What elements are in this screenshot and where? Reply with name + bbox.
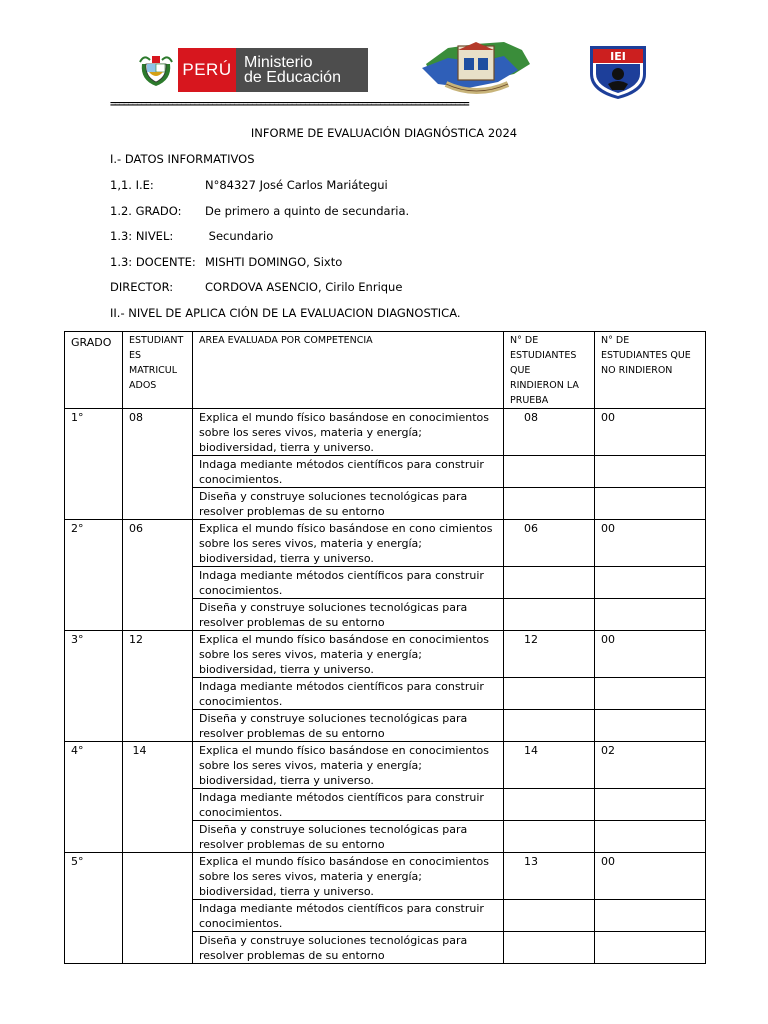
- matriculados-cell: 06: [123, 520, 193, 631]
- competencia-cell: Diseña y construye soluciones tecnológicas para resolver problemas de su entorno: [193, 932, 504, 964]
- ugel-emblem-icon: [418, 40, 534, 100]
- grado-cell: 3°: [65, 631, 123, 742]
- rindieron-cell-empty: [504, 710, 595, 742]
- competencia-cell: Explica el mundo físico basándose en cono cimientos sobre los seres vivos, materia y energía; biodiversidad, tierra y universo.: [193, 520, 504, 567]
- competencia-cell: Diseña y construye soluciones tecnológicas para resolver problemas de su entorno: [193, 599, 504, 631]
- competencia-cell: Diseña y construye soluciones tecnológicas para resolver problemas de su entorno: [193, 821, 504, 853]
- field-grado-label: 1.2. GRADO:: [110, 204, 182, 218]
- field-ie-label: 1,1. I.E:: [110, 178, 154, 192]
- section-2-heading: II.- NIVEL DE APLICA CIÓN DE LA EVALUACION DIAGNOSTICA.: [110, 306, 461, 320]
- table-row: [65, 631, 706, 678]
- ministry-line-2: de Educación: [244, 69, 341, 86]
- rindieron-cell: 13: [504, 853, 595, 900]
- matriculados-cell: 12: [123, 631, 193, 742]
- field-ie-value: N°84327 José Carlos Mariátegui: [205, 178, 388, 192]
- rindieron-cell-empty: [504, 789, 595, 821]
- grado-cell: 4°: [65, 742, 123, 853]
- competencia-cell: Indaga mediante métodos científicos para construir conocimientos.: [193, 678, 504, 710]
- competencia-cell: Explica el mundo físico basándose en conocimientos sobre los seres vivos, materia y energía; biodiversidad, tierra y universo.: [193, 853, 504, 900]
- no-rindieron-cell-empty: [595, 789, 706, 821]
- ministry-name: [236, 48, 368, 92]
- matriculados-cell: 14: [123, 742, 193, 853]
- competencia-cell: Indaga mediante métodos científicos para construir conocimientos.: [193, 900, 504, 932]
- field-nivel-label: 1.3: NIVEL:: [110, 229, 174, 243]
- header-rindieron: N° DE ESTUDIANTES QUE RINDIERON LA PRUEBA: [504, 332, 595, 409]
- competencia-cell: Diseña y construye soluciones tecnológicas para resolver problemas de su entorno: [193, 488, 504, 520]
- table-row: [65, 409, 706, 456]
- rindieron-cell-empty: [504, 456, 595, 488]
- rindieron-cell-empty: [504, 932, 595, 964]
- rindieron-cell-empty: [504, 678, 595, 710]
- competencia-cell: Explica el mundo físico basándose en conocimientos sobre los seres vivos, materia y energía; biodiversidad, tierra y universo.: [193, 631, 504, 678]
- header-grado: GRADO: [65, 332, 123, 409]
- header-estudiantes-matriculados: ESTUDIANT ES MATRICUL ADOS: [123, 332, 193, 409]
- competencia-cell: Indaga mediante métodos científicos para construir conocimientos.: [193, 567, 504, 599]
- iei-shield-icon: [584, 44, 652, 100]
- no-rindieron-cell: 00: [595, 409, 706, 456]
- competencia-cell: Diseña y construye soluciones tecnológicas para resolver problemas de su entorno: [193, 710, 504, 742]
- competencia-cell: Indaga mediante métodos científicos para construir conocimientos.: [193, 789, 504, 821]
- rindieron-cell-empty: [504, 488, 595, 520]
- no-rindieron-cell-empty: [595, 456, 706, 488]
- no-rindieron-cell-empty: [595, 488, 706, 520]
- no-rindieron-cell: 02: [595, 742, 706, 789]
- field-docente-value: MISHTI DOMINGO, Sixto: [205, 255, 343, 269]
- evaluation-table: [64, 331, 706, 964]
- peru-label: PERÚ: [178, 48, 236, 92]
- header-area-evaluada: AREA EVALUADA POR COMPETENCIA: [193, 332, 504, 409]
- no-rindieron-cell-empty: [595, 710, 706, 742]
- table-row: [65, 742, 706, 789]
- no-rindieron-cell-empty: [595, 932, 706, 964]
- no-rindieron-cell: 00: [595, 853, 706, 900]
- no-rindieron-cell-empty: [595, 678, 706, 710]
- no-rindieron-cell: 00: [595, 631, 706, 678]
- no-rindieron-cell-empty: [595, 900, 706, 932]
- rindieron-cell-empty: [504, 567, 595, 599]
- matriculados-cell: 08: [123, 409, 193, 520]
- minedu-logo: [133, 48, 368, 92]
- no-rindieron-cell: 00: [595, 520, 706, 567]
- grado-cell: 5°: [65, 853, 123, 964]
- table-row: [65, 853, 706, 900]
- field-grado-value: De primero a quinto de secundaria.: [205, 204, 410, 218]
- rindieron-cell-empty: [504, 821, 595, 853]
- document-title: INFORME DE EVALUACIÓN DIAGNÓSTICA 2024: [250, 126, 518, 140]
- table-header-row: [65, 332, 706, 409]
- ministry-line-1: Ministerio: [244, 54, 313, 71]
- competencia-cell: Explica el mundo físico basándose en conocimientos sobre los seres vivos, materia y energía; biodiversidad, tierra y universo.: [193, 409, 504, 456]
- competencia-cell: Indaga mediante métodos científicos para construir conocimientos.: [193, 456, 504, 488]
- table-row: [65, 520, 706, 567]
- header-separator: =================================================================================: [110, 99, 469, 110]
- rindieron-cell: 06: [504, 520, 595, 567]
- rindieron-cell: 12: [504, 631, 595, 678]
- field-director-label: DIRECTOR:: [110, 280, 174, 294]
- grado-cell: 2°: [65, 520, 123, 631]
- rindieron-cell: 14: [504, 742, 595, 789]
- no-rindieron-cell-empty: [595, 567, 706, 599]
- field-director-value: CORDOVA ASENCIO, Cirilo Enrique: [205, 280, 403, 294]
- peru-coat-of-arms-icon: [133, 48, 178, 92]
- matriculados-cell: [123, 853, 193, 964]
- svg-text:IEI: IEI: [610, 50, 626, 63]
- header-no-rindieron: N° DE ESTUDIANTES QUE NO RINDIERON: [595, 332, 706, 409]
- field-docente-label: 1.3: DOCENTE:: [110, 255, 196, 269]
- no-rindieron-cell-empty: [595, 821, 706, 853]
- rindieron-cell-empty: [504, 599, 595, 631]
- no-rindieron-cell-empty: [595, 599, 706, 631]
- competencia-cell: Explica el mundo físico basándose en conocimientos sobre los seres vivos, materia y energía; biodiversidad, tierra y universo.: [193, 742, 504, 789]
- section-1-heading: I.- DATOS INFORMATIVOS: [110, 152, 255, 166]
- field-nivel-value: Secundario: [205, 229, 274, 243]
- grado-cell: 1°: [65, 409, 123, 520]
- rindieron-cell-empty: [504, 900, 595, 932]
- rindieron-cell: 08: [504, 409, 595, 456]
